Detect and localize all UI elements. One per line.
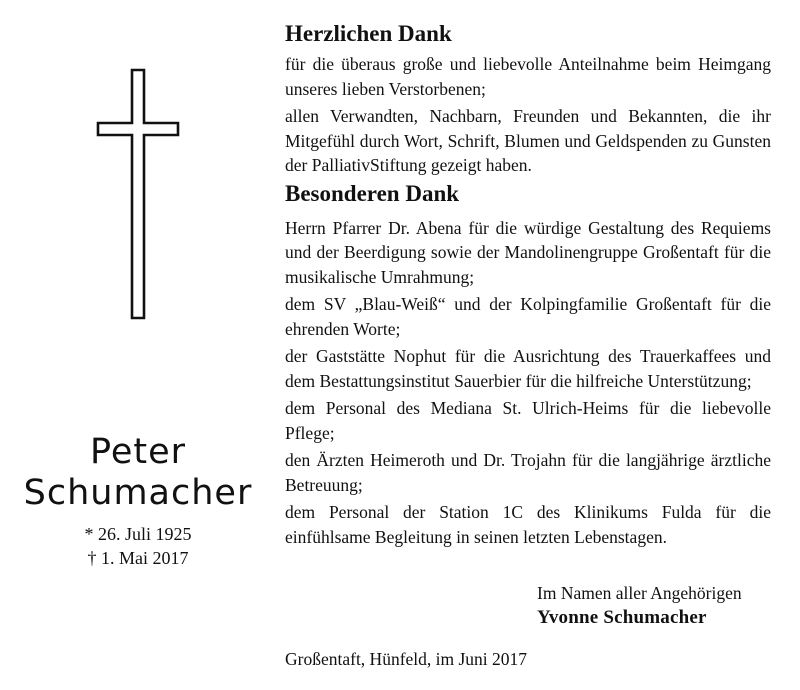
thanks-text xyxy=(285,20,771,549)
paragraph: allen Verwandten, Nachbarn, Freunden und Bekannten, die ihr Mitgefühl durch Wort, Schrift, Blumen und Geldspenden zu Gunsten der PalliativStiftung gezeigt haben. xyxy=(285,106,771,175)
death-date: † 1. Mai 2017 xyxy=(87,548,189,568)
deceased-first-name: Peter xyxy=(89,432,187,472)
life-dates xyxy=(60,522,216,570)
cross-icon xyxy=(96,68,180,320)
signature-line: Im Namen aller Angehörigen xyxy=(537,583,742,603)
place-and-date: Großentaft, Hünfeld, im Juni 2017 xyxy=(285,649,528,669)
paragraph: dem Personal der Station 1C des Klinikums Fulda für die einfühlsame Begleitung in seinen letzten Lebenstagen. xyxy=(285,502,771,547)
signer-name: Yvonne Schumacher xyxy=(537,607,707,628)
deceased-last-name: Schumacher xyxy=(23,473,253,513)
paragraph: dem SV „Blau-Weiß“ und der Kolpingfamilie Großentaft für die ehrenden Worte; xyxy=(285,294,771,339)
paragraph: den Ärzten Heimeroth und Dr. Trojahn für die langjährige ärztliche Betreuung; xyxy=(285,450,771,495)
deceased-name xyxy=(20,432,256,514)
heading-besonderen-dank: Besonderen Dank xyxy=(285,180,460,206)
paragraph: dem Personal des Mediana St. Ulrich-Heims für die liebevolle Pflege; xyxy=(285,398,771,443)
signature-block xyxy=(537,581,742,630)
paragraph: Herrn Pfarrer Dr. Abena für die würdige Gestaltung des Requiems und der Beerdigung sowie der Mandolinengruppe Großentaft für die musikalische Umrahmung; xyxy=(285,217,771,287)
paragraph: für die überaus große und liebevolle Anteilnahme beim Heimgang unseres lieben Verstorbenen; xyxy=(285,54,771,99)
paragraph: der Gaststätte Nophut für die Ausrichtung des Trauerkaffees und dem Bestattungsinstitut Sauerbier für die hilfreiche Unterstützung; xyxy=(285,346,771,391)
birth-date: * 26. Juli 1925 xyxy=(84,524,192,544)
heading-herzlichen-dank: Herzlichen Dank xyxy=(285,21,452,46)
